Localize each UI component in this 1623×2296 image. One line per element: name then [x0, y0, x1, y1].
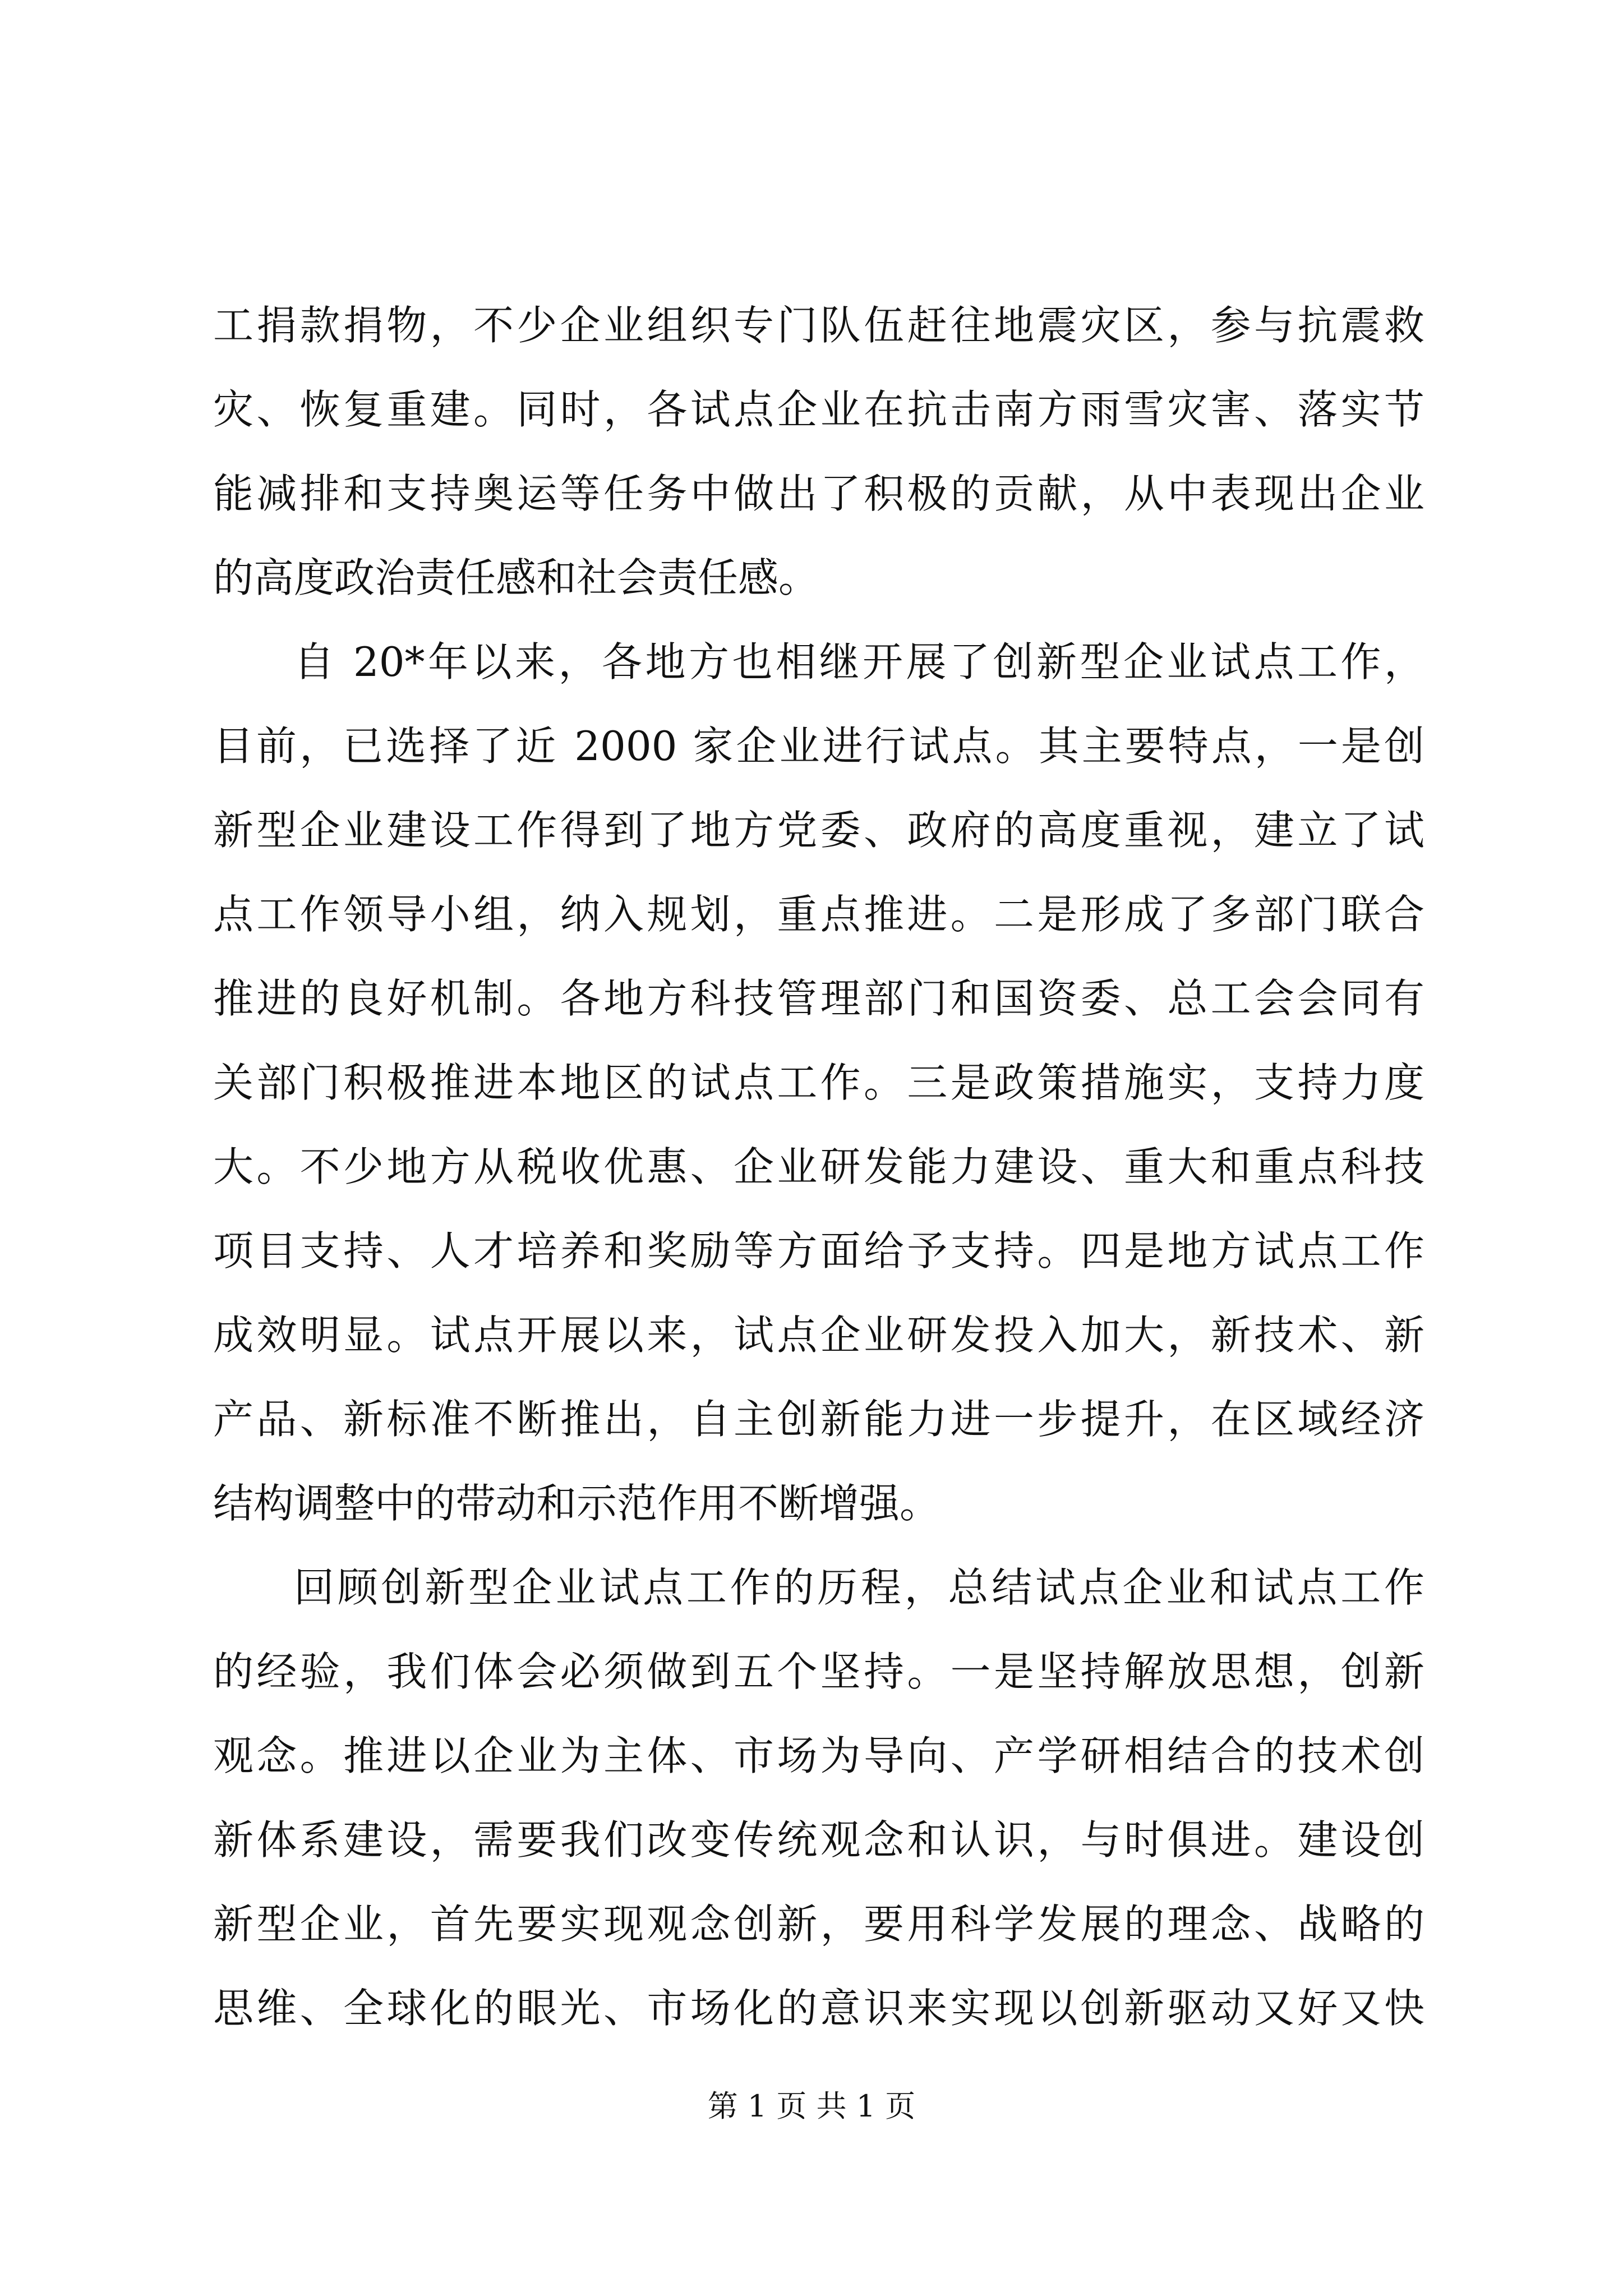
text-line: 产品、新标准不断推出，自主创新能力进一步提升，在区域经济 — [213, 1396, 1424, 1443]
text-line: 观念。推进以企业为主体、市场为导向、产学研相结合的技术创 — [213, 1732, 1424, 1779]
paragraph — [213, 283, 1424, 620]
text-line: 灾、恢复重建。同时，各试点企业在抗击南方雨雪灾害、落实节 — [213, 386, 1424, 433]
text-line: 项目支持、人才培养和奖励等方面给予支持。四是地方试点工作 — [213, 1227, 1424, 1274]
text-line: 目前，已选择了近 2000 家企业进行试点。其主要特点，一是创 — [213, 723, 1424, 770]
text-line: 结构调整中的带动和示范作用不断增强。 — [213, 1480, 940, 1527]
paragraph — [213, 620, 1424, 1545]
document-body — [213, 283, 1424, 2050]
page-footer — [0, 2084, 1623, 2129]
text-line: 的高度政治责任感和社会责任感。 — [213, 554, 819, 601]
text-line: 点工作领导小组，纳入规划，重点推进。二是形成了多部门联合 — [213, 891, 1424, 938]
text-line: 回顾创新型企业试点工作的历程，总结试点企业和试点工作 — [294, 1564, 1424, 1611]
text-line: 推进的良好机制。各地方科技管理部门和国资委、总工会会同有 — [213, 975, 1424, 1022]
text-line: 能减排和支持奥运等任务中做出了积极的贡献，从中表现出企业 — [213, 470, 1424, 517]
text-line: 的经验，我们体会必须做到五个坚持。一是坚持解放思想，创新 — [213, 1648, 1424, 1695]
text-line: 思维、全球化的眼光、市场化的意识来实现以创新驱动又好又快 — [213, 1985, 1424, 2032]
text-line: 成效明显。试点开展以来，试点企业研发投入加大，新技术、新 — [213, 1312, 1424, 1359]
paragraph — [213, 1545, 1424, 2050]
text-line: 自 20*年以来，各地方也相继开展了创新型企业试点工作， — [294, 638, 1424, 685]
text-line: 新型企业，首先要实现观念创新，要用科学发展的理念、战略的 — [213, 1901, 1424, 1948]
text-line: 新型企业建设工作得到了地方党委、政府的高度重视，建立了试 — [213, 807, 1424, 854]
text-line: 大。不少地方从税收优惠、企业研发能力建设、重大和重点科技 — [213, 1143, 1424, 1190]
text-line: 关部门积极推进本地区的试点工作。三是政策措施实，支持力度 — [213, 1059, 1424, 1106]
text-line: 新体系建设，需要我们改变传统观念和认识，与时俱进。建设创 — [213, 1816, 1424, 1864]
text-line: 工捐款捐物，不少企业组织专门队伍赶往地震灾区，参与抗震救 — [213, 302, 1424, 349]
page-number-label: 第 1 页 共 1 页 — [707, 2088, 916, 2124]
